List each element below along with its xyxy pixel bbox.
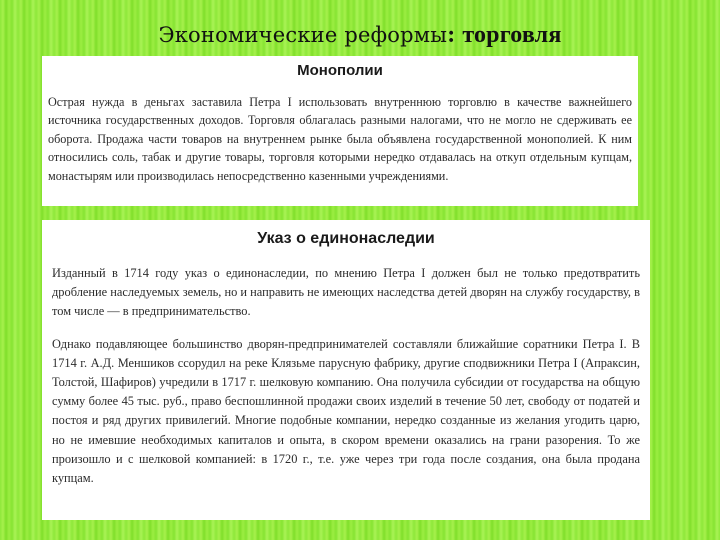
monopolies-panel: [42, 56, 638, 206]
inheritance-paragraph-1: Изданный в 1714 году указ о единонаследии, по мнению Петра I должен был не только предотвратить дробление наследуемых земель, но и направить не имеющих наследства детей дворян на службу государству, в том числе — в предпринимательство.: [52, 266, 640, 319]
slide-title-colon: :: [447, 22, 456, 48]
inheritance-paragraph-2: Однако подавляющее большинство дворян-предпринимателей составляли ближайшие соратники Петра I. В 1714 г. А.Д. Меншиков ссорудил на реке Клязьме парусную фабрику, другие сподвижники Петра I (Апраксин, Толстой, Шафиров) учредили в 1717 г. шелковую компанию. Она получила субсидии от государства на общую сумму более 45 тыс. руб., право беспошлинной продажи своих изделий в течение 50 лет, свободу от податей и постоя и ряд других привилегий. Многие подобные компании, нередко созданные из желания угодить царю, но не имевшие необходимых капиталов и опыта, в скором времени оказались на грани разорения. То же произошло и с шелковой компанией: в 1720 г., т.е. уже через три года после создания, она была продана купцам.: [52, 336, 640, 486]
monopolies-text: Острая нужда в деньгах заставила Петра I использовать внутреннюю торговлю в качестве важнейшего источника государственных доходов. Торговля облагалась разными налогами, что не могло не сдерживать ее оборота. Продажа части товаров на внутреннем рынке была объявлена государственной монополией. К ним относились соль, табак и другие товары, торговля которыми нередко отдавалась на откуп отдельным купцам, монастырям или производилась непосредственно казенными учреждениями.: [48, 95, 632, 183]
slide-title-main: Экономические реформы: [158, 23, 448, 47]
slide-title: [0, 22, 720, 49]
inheritance-heading: Указ о единонаследии: [257, 230, 435, 247]
inheritance-panel: [42, 220, 650, 520]
slide-title-sub: торговля: [462, 22, 562, 48]
monopolies-heading: Монополии: [297, 62, 383, 79]
